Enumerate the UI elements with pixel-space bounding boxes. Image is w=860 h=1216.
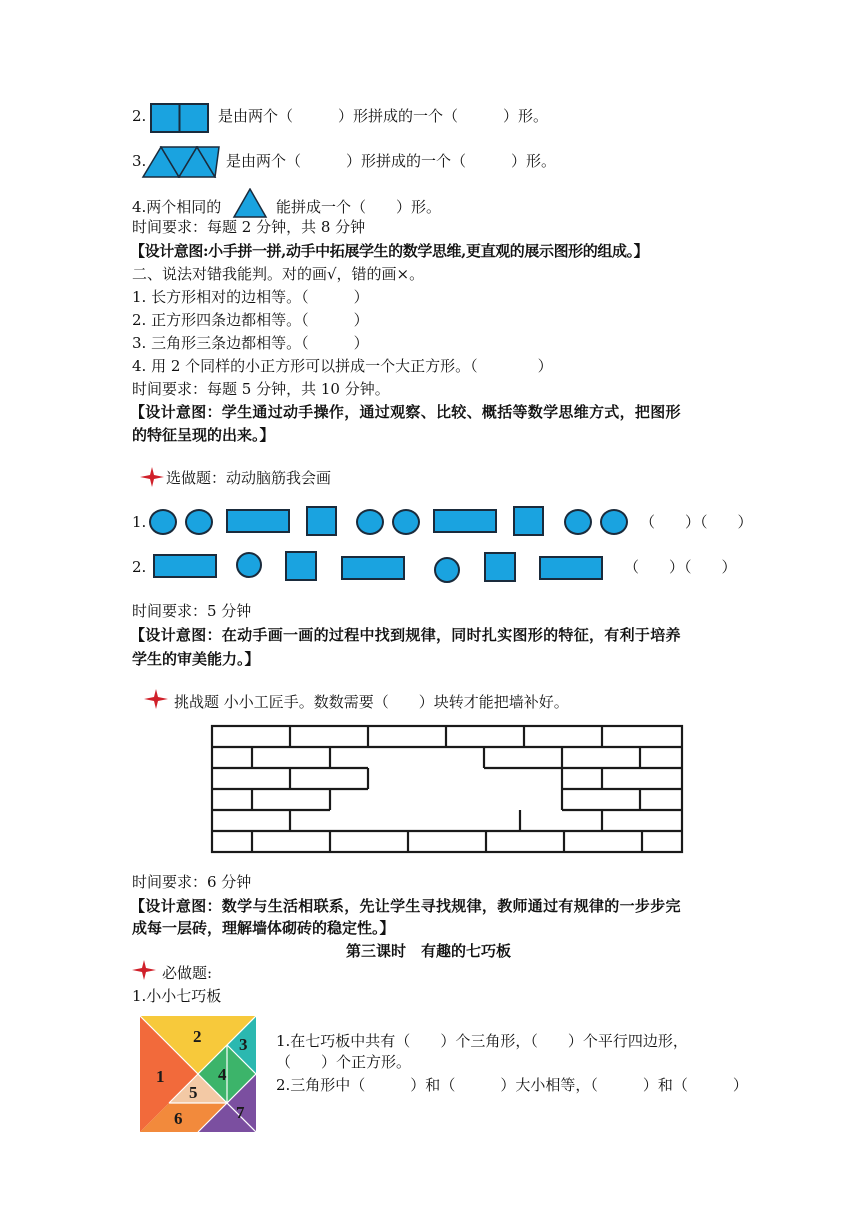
- q3-text: 是由两个（ ）形拼成的一个（ ）形。: [226, 152, 557, 170]
- pattern-rectangle: [433, 509, 497, 533]
- tangram-label: 5: [189, 1083, 198, 1102]
- q2-text: 是由两个（ ）形拼成的一个（ ）形。: [218, 107, 549, 125]
- pattern-square: [484, 552, 516, 582]
- time-requirement-1: 时间要求：每题 2 分钟，共 8 分钟: [132, 218, 366, 236]
- pattern-rectangle: [341, 556, 405, 580]
- tangram-subtitle: 1.小小七巧板: [132, 987, 222, 1005]
- two-squares-figure: [150, 103, 209, 133]
- time-requirement-3: 时间要求：5 分钟: [132, 602, 252, 620]
- pattern-circle: [564, 509, 592, 535]
- design-intent-4a: 【设计意图：数学与生活相联系，先让学生寻找规律，教师通过有规律的一步步完: [130, 897, 681, 915]
- pattern-circle: [600, 509, 628, 535]
- pattern-square: [513, 506, 544, 536]
- pattern-circle: [149, 509, 177, 535]
- pattern-circle: [434, 557, 460, 583]
- design-intent-1: 【设计意图:小手拼一拼,动手中拓展学生的数学思维,更直观的展示图形的组成。】: [130, 242, 649, 260]
- section2-heading: 二、说法对错我能判。对的画√，错的画×。: [132, 265, 425, 283]
- brick-wall-figure: [210, 724, 684, 854]
- pattern-rectangle: [153, 554, 217, 578]
- pattern-row2-number: 2.: [132, 558, 147, 576]
- tangram-label: 2: [193, 1027, 202, 1046]
- tangram-label: 1: [156, 1067, 165, 1086]
- tangram-figure: [138, 1014, 258, 1134]
- time-requirement-2: 时间要求：每题 5 分钟，共 10 分钟。: [132, 380, 390, 398]
- red-star-icon: [140, 467, 164, 487]
- pattern-circle: [356, 509, 384, 535]
- required-label: 必做题:: [162, 964, 213, 982]
- design-intent-2b: 的特征呈现的出来。】: [132, 426, 275, 444]
- pattern-circle: [392, 509, 420, 535]
- q3-number: 3.: [132, 152, 147, 170]
- optional-title: 选做题：动动脑筋我会画: [166, 469, 332, 487]
- judge-item-3: 3. 三角形三条边都相等。（ ）: [132, 334, 369, 352]
- pattern-rectangle: [226, 509, 290, 533]
- pattern-circle: [236, 552, 262, 578]
- tangram-question-1a: 1.在七巧板中共有（ ）个三角形，（ ）个平行四边形，: [276, 1032, 688, 1050]
- judge-item-2: 2. 正方形四条边都相等。（ ）: [132, 311, 369, 329]
- pattern-row1-number: 1.: [132, 513, 147, 531]
- tangram-label: 4: [218, 1065, 227, 1084]
- pattern-rectangle: [539, 556, 603, 580]
- pattern-circle: [185, 509, 213, 535]
- design-intent-4b: 成每一层砖，理解墙体砌砖的稳定性。】: [132, 919, 395, 937]
- red-star-icon: [144, 689, 168, 709]
- tangram-question-2: 2.三角形中（ ）和（ ）大小相等，（ ）和（ ）: [276, 1076, 748, 1094]
- pattern-row2-blanks: （ ）（ ）: [624, 558, 737, 576]
- tangram-label: 7: [236, 1103, 245, 1122]
- judge-item-1: 1. 长方形相对的边相等。（ ）: [132, 288, 369, 306]
- q4-prefix: 4.两个相同的: [132, 198, 222, 216]
- three-triangles-figure: [141, 146, 221, 178]
- pattern-square: [306, 506, 337, 536]
- q2-number: 2.: [132, 107, 147, 125]
- tangram-question-1b: （ ）个正方形。: [276, 1053, 412, 1071]
- time-requirement-4: 时间要求：6 分钟: [132, 873, 252, 891]
- design-intent-3a: 【设计意图：在动手画一画的过程中找到规律，同时扎实图形的特征，有利于培养: [130, 626, 681, 644]
- lesson3-heading: 第三课时 有趣的七巧板: [346, 942, 512, 960]
- design-intent-2a: 【设计意图：学生通过动手操作，通过观察、比较、概括等数学思维方式，把图形: [130, 403, 681, 421]
- triangle-figure: [232, 188, 268, 218]
- tangram-label: 3: [239, 1035, 248, 1054]
- design-intent-3b: 学生的审美能力。】: [132, 650, 260, 668]
- tangram-label: 6: [174, 1109, 183, 1128]
- red-star-icon: [132, 960, 156, 980]
- challenge-title: 挑战题 小小工匠手。数数需要（ ）块转才能把墙补好。: [174, 693, 569, 711]
- q4-suffix: 能拼成一个（ ）形。: [276, 198, 442, 216]
- judge-item-4: 4. 用 2 个同样的小正方形可以拼成一个大正方形。（ ）: [132, 357, 553, 375]
- pattern-square: [285, 551, 317, 581]
- pattern-row1-blanks: （ ）（ ）: [640, 513, 753, 531]
